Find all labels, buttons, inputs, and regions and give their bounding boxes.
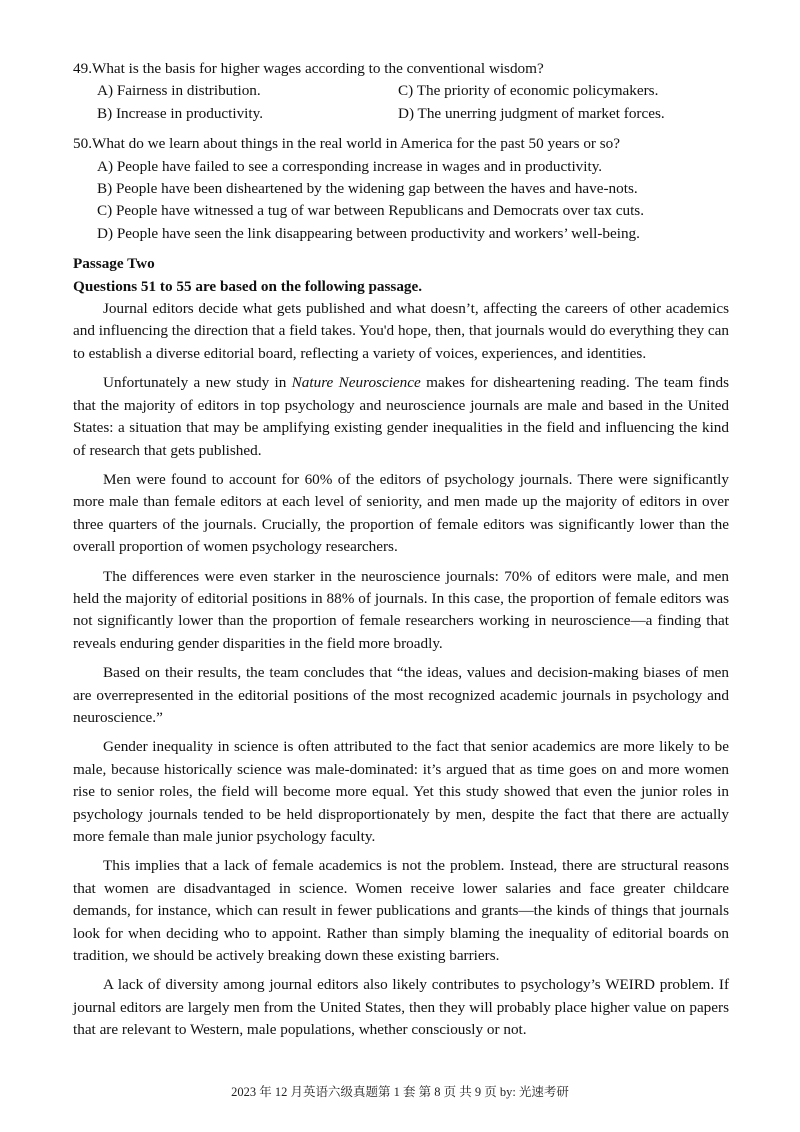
option-d: D) People have seen the link disappearing between productivity and workers’ well-being.	[97, 224, 640, 242]
option-b: B) People have been disheartened by the widening gap between the haves and have-nots.	[97, 180, 638, 198]
passage-paragraph: A lack of diversity among journal editors also likely contributes to psychology’s WEIRD problem. If journal editors are largely men from the United States, then they will probably place higher value on papers that are relevant to Western, male populations, whether consciously or not.	[73, 976, 729, 1039]
option-a: A) Fairness in distribution.	[97, 82, 261, 100]
paragraph-text: makes for disheartening reading. The team finds that the majority of editors in top psychology and neuroscience journals are male and based in the United States: a situation that may be amplifying existing gender inequalities in the field and influencing the kind of research that gets published.	[73, 374, 730, 459]
option-d: D) The unerring judgment of market forces.	[398, 104, 665, 122]
option-a: A) People have failed to see a corresponding increase in wages and in productivity.	[97, 157, 603, 175]
passage-paragraph	[73, 372, 729, 462]
journal-title: Nature Neuroscience	[291, 374, 421, 392]
exam-page	[73, 58, 729, 1049]
question-stem: 49.What is the basis for higher wages according to the conventional wisdom?	[73, 60, 544, 77]
option-b: B) Increase in productivity.	[97, 104, 264, 122]
options-list	[73, 156, 729, 246]
page-footer: 2023 年 12 月英语六级真题第 1 套 第 8 页 共 9 页 by: 光速考研	[231, 1085, 569, 1099]
passage-paragraph: Based on their results, the team concludes that “the ideas, values and decision-making biases of men are overrepresented in the editorial positions of the most recognized academic journals in psychology and neuroscience.”	[73, 664, 729, 726]
paragraph-text: Unfortunately a new study in	[103, 374, 292, 392]
option-c: C) People have witnessed a tug of war between Republicans and Democrats over tax cuts.	[97, 202, 645, 220]
passage-instruction: Questions 51 to 55 are based on the following passage.	[73, 277, 423, 295]
options-grid	[73, 80, 729, 125]
passage-paragraph: This implies that a lack of female academics is not the problem. Instead, there are structural reasons that women are disadvantaged in science. Women receive lower salaries and face greater childcare demands, for instance, which can result in fewer publications and grants—the kinds of things that journals look for when deciding who to appoint. Rather than simply blaming the inequality of editorial boards on tradition, we should be actively breaking down these existing barriers.	[73, 857, 729, 965]
question-stem: 50.What do we learn about things in the real world in America for the past 50 years or so?	[73, 135, 621, 153]
passage-paragraph: Gender inequality in science is often attributed to the fact that senior academics are more likely to be male, because historically science was male-dominated: it’s argued that as time goes on and more women rise to senior roles, the field will become more equal. Yet this study showed that even the junior roles in psychology journals tended to be held disproportionately by men, despite the fact that there are actually more female than male junior psychology faculty.	[73, 738, 729, 845]
question-50	[73, 133, 729, 245]
question-49	[73, 58, 729, 125]
passage-paragraph: The differences were even starker in the neuroscience journals: 70% of editors were male, and men held the majority of editorial positions in 88% of journals. In this case, the proportion of female editors was not significantly lower than the proportion of female researchers working in neuroscience—a finding that reveals enduring gender disparities in the field more broadly.	[73, 567, 729, 652]
passage-paragraph: Journal editors decide what gets published and what doesn’t, affecting the careers of other academics and influencing the direction that a field takes. You'd hope, then, that journals would do everything they can to establish a diverse editorial board, reflecting a variety of voices, experiences, and identities.	[73, 300, 729, 362]
option-c: C) The priority of economic policymakers.	[398, 82, 659, 100]
passage-title: Passage Two	[73, 255, 155, 273]
passage-paragraph: Men were found to account for 60% of the editors of psychology journals. There were significantly more male than female editors at each level of seniority, and men made up the majority of editors in over three quarters of the journals. Crucially, the proportion of female editors was significantly lower than the overall proportion of women psychology researchers.	[73, 470, 729, 556]
